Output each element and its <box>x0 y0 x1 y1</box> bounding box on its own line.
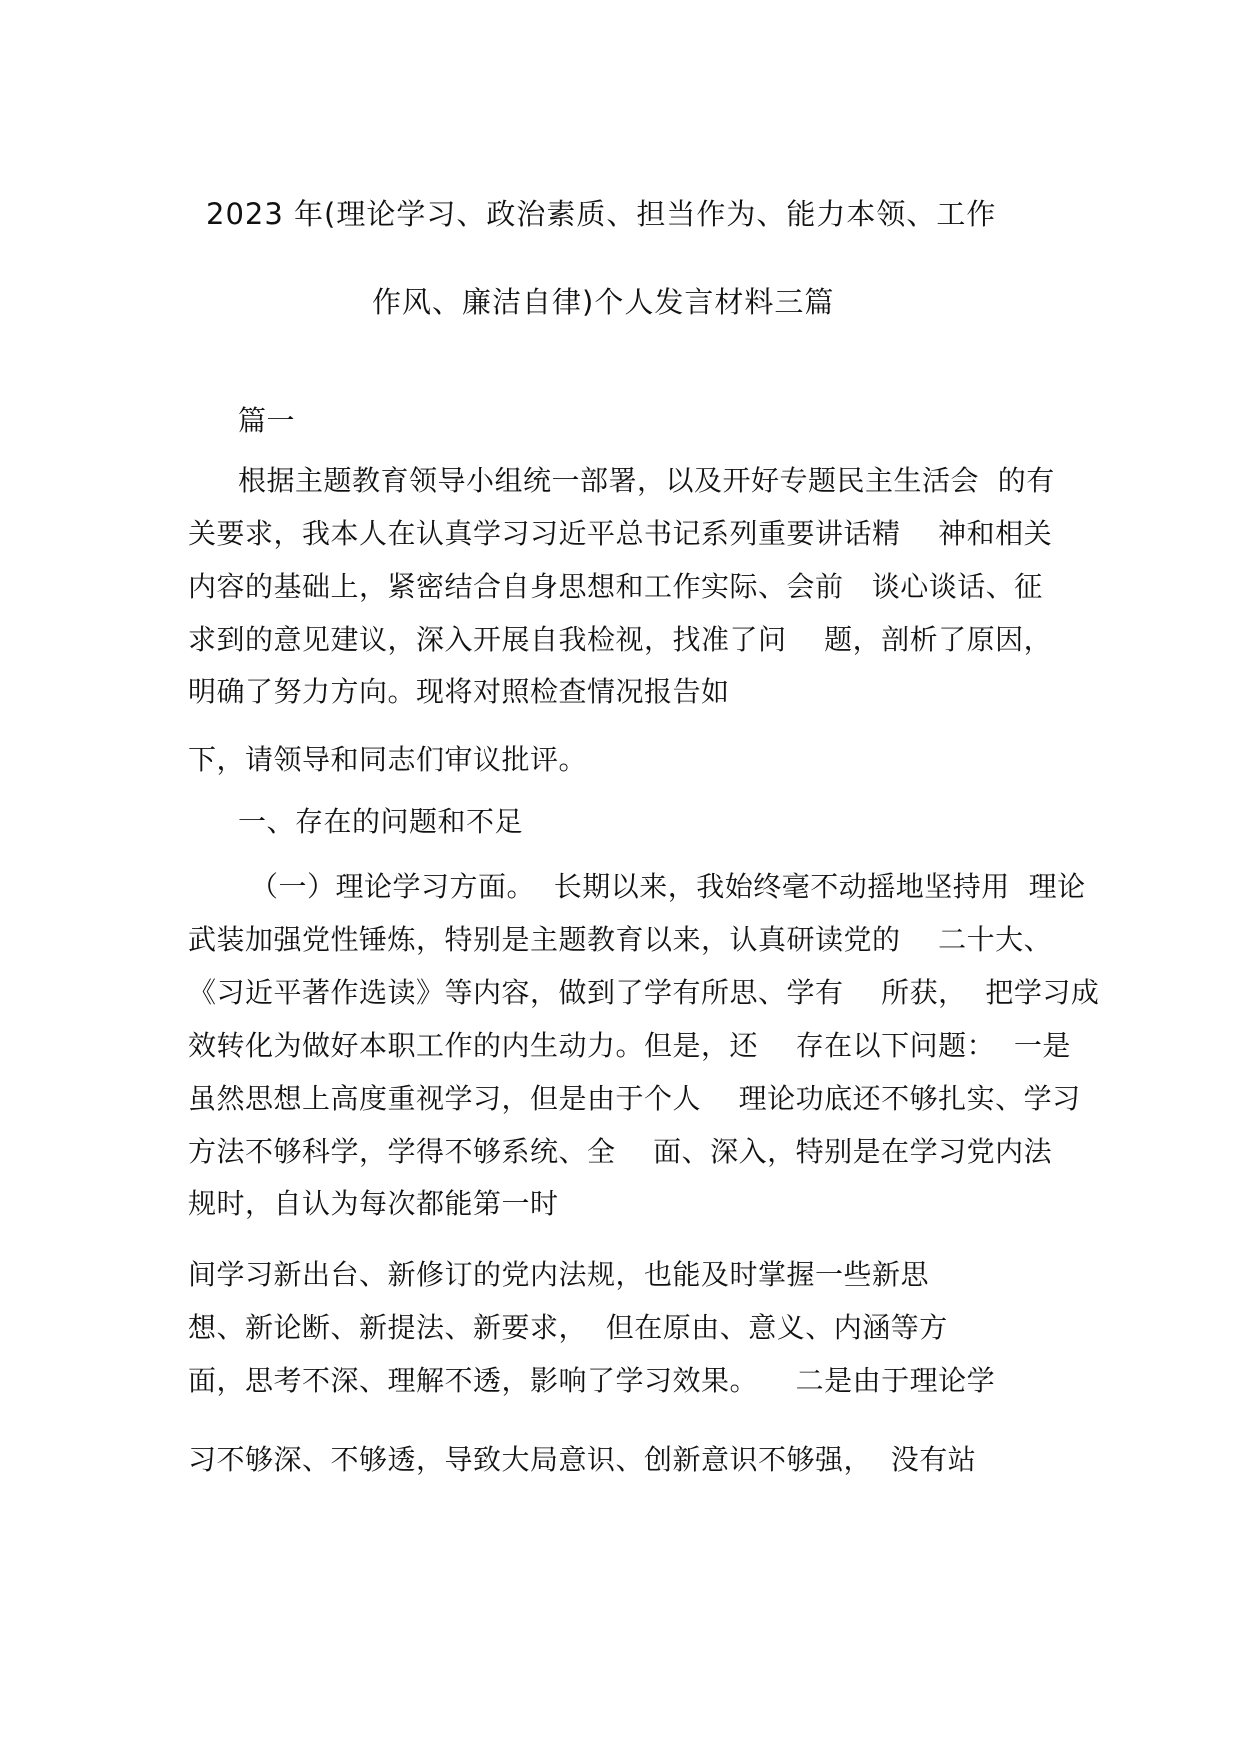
paragraph-line: 规时，自认为每次都能第一时 <box>188 1187 559 1220</box>
paragraph-line: 关要求，我本人在认真学习习近平总书记系列重要讲话精 神和相关 <box>188 517 1053 550</box>
paragraph-line: 方法不够科学，学得不够系统、全 面、深入，特别是在学习党内法 <box>188 1135 1053 1168</box>
paragraph-line: 想、新论断、新提法、新要求， 但在原由、意义、内涵等方 <box>188 1311 948 1344</box>
paragraph-line: 内容的基础上，紧密结合自身思想和工作实际、会前 谈心谈话、征 <box>188 570 1043 603</box>
paragraph-line: 面，思考不深、理解不透，影响了学习效果。 二是由于理论学 <box>188 1364 996 1397</box>
paragraph-line: 《习近平著作选读》等内容，做到了学有所思、学有 所获， 把学习成 <box>188 976 1100 1009</box>
paragraph-line: 武装加强党性锤炼，特别是主题教育以来，认真研读党的 二十大、 <box>188 923 1053 956</box>
section-heading: 一、存在的问题和不足 <box>238 805 524 838</box>
part-heading: 篇一 <box>238 404 296 437</box>
paragraph-line: 间学习新出台、新修订的党内法规，也能及时掌握一些新思 <box>188 1258 930 1291</box>
paragraph-line: 求到的意见建议，深入开展自我检视，找准了问 题，剖析了原因， <box>188 623 1053 656</box>
document-title-line-1: 2023 年(理论学习、政治素质、担当作为、能力本领、工作 <box>206 197 997 231</box>
document-title-line-2: 作风、廉洁自律)个人发言材料三篇 <box>372 285 835 319</box>
paragraph-line: 明确了努力方向。现将对照检查情况报告如 <box>188 675 730 708</box>
paragraph-line: 效转化为做好本职工作的内生动力。但是，还 存在以下问题： 一是 <box>188 1029 1071 1062</box>
paragraph-line: 下，请领导和同志们审议批评。 <box>188 743 588 776</box>
paragraph-line: 虽然思想上高度重视学习，但是由于个人 理论功底还不够扎实、学习 <box>188 1082 1081 1115</box>
paragraph-line: 习不够深、不够透，导致大局意识、创新意识不够强， 没有站 <box>188 1443 977 1476</box>
paragraph-line: 根据主题教育领导小组统一部署，以及开好专题民主生活会 的有 <box>238 464 1055 497</box>
paragraph-line: （一）理论学习方面。 长期以来，我始终毫不动摇地坚持用 理论 <box>250 870 1086 903</box>
